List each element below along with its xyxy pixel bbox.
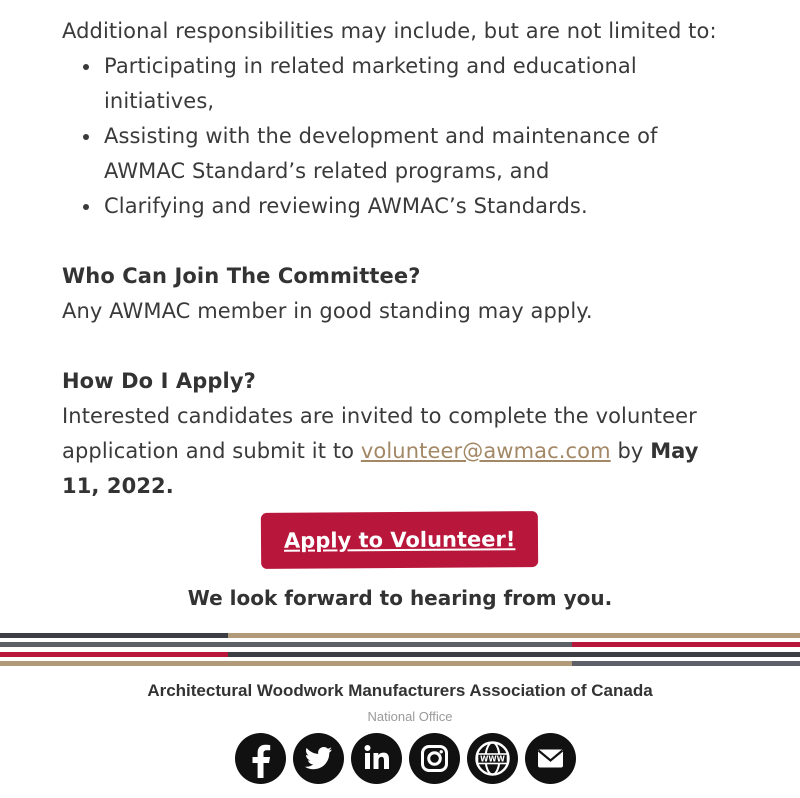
list-item: • Assisting with the development and maintenance of AWMAC Standard’s related programs, and <box>102 119 742 189</box>
responsibilities-list <box>62 49 742 224</box>
organization-name: Architectural Woodwork Manufacturers Association of Canada <box>147 681 653 700</box>
responsibilities-intro: Additional responsibilities may include, but are not limited to: <box>62 19 717 43</box>
stripe <box>0 661 572 666</box>
how-text <box>62 399 742 504</box>
list-item: • Participating in related marketing and educational initiatives, <box>102 49 742 119</box>
facebook-icon[interactable] <box>235 733 286 784</box>
stripe <box>0 633 228 638</box>
stripe <box>228 633 800 638</box>
stripe <box>572 642 800 647</box>
instagram-icon[interactable] <box>409 733 460 784</box>
decorative-stripes <box>0 633 800 667</box>
who-heading: Who Can Join The Committee? <box>62 264 421 288</box>
main-content <box>62 14 742 504</box>
stripe <box>0 652 228 657</box>
stripe <box>228 652 800 657</box>
cta-wrapper <box>0 512 800 568</box>
closing-text: We look forward to hearing from you. <box>187 586 613 610</box>
social-links <box>0 733 800 784</box>
how-text-start: Interested candidates are invited to complete the volunteer application and submit it to <box>62 404 697 463</box>
apply-to-volunteer-button[interactable]: Apply to Volunteer! <box>261 511 539 569</box>
linkedin-icon[interactable] <box>351 733 402 784</box>
svg-text:WWW: WWW <box>479 754 505 764</box>
how-heading: How Do I Apply? <box>62 369 256 393</box>
office-label: National Office <box>367 709 453 724</box>
stripe <box>0 642 572 647</box>
twitter-icon[interactable] <box>293 733 344 784</box>
stripe <box>572 661 800 666</box>
deadline: May 11, 2022. <box>62 439 699 498</box>
list-item: • Clarifying and reviewing AWMAC’s Standards. <box>102 189 742 224</box>
who-text: Any AWMAC member in good standing may apply. <box>62 299 593 323</box>
website-icon[interactable] <box>467 733 518 784</box>
email-icon[interactable] <box>525 733 576 784</box>
how-text-by: by <box>610 439 651 463</box>
volunteer-email-link[interactable]: volunteer@awmac.com <box>360 439 611 463</box>
